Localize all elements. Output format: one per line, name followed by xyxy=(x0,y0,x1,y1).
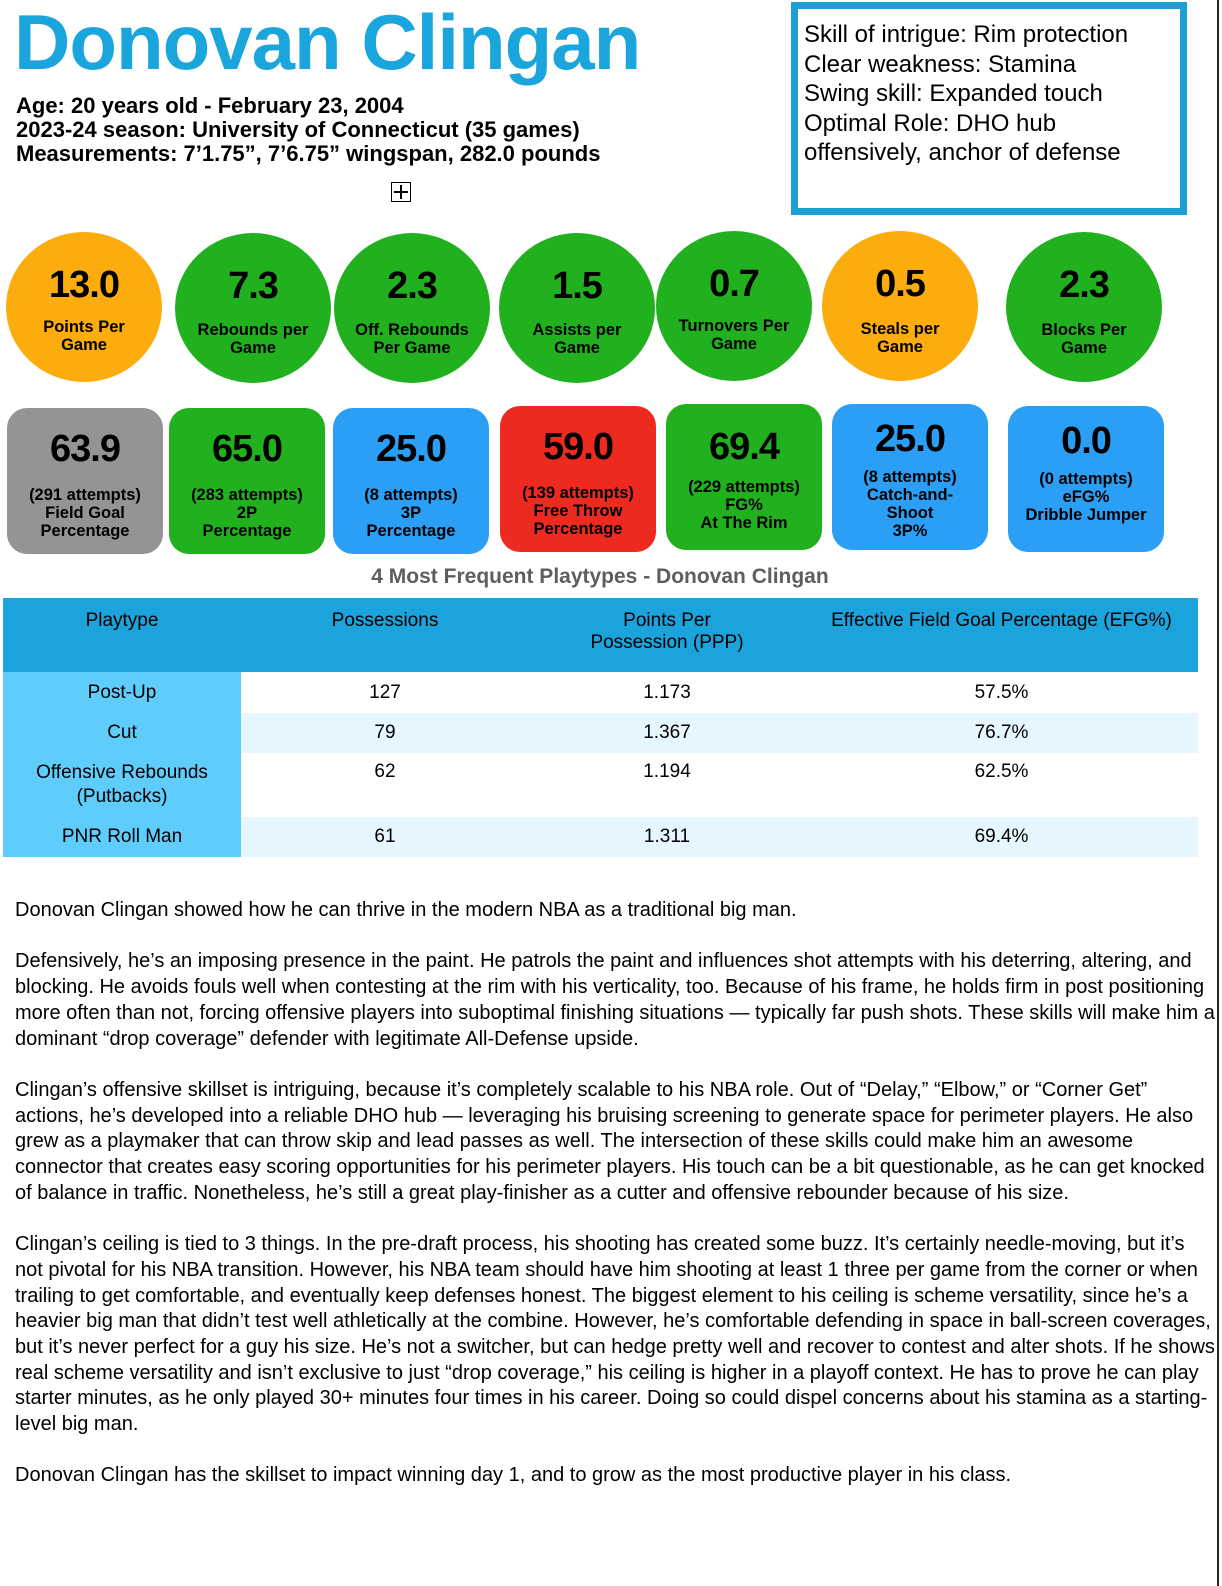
paragraph: Donovan Clingan showed how he can thrive in the modern NBA as a traditional big man. xyxy=(15,899,797,921)
cell-ppp: 1.367 xyxy=(529,713,805,753)
stat-circle-blocks xyxy=(1006,232,1162,382)
stat-circle-turnovers xyxy=(656,231,812,381)
stat-circle-steals xyxy=(822,231,978,381)
table-row xyxy=(3,713,1198,753)
stat-label: Rebounds per Game xyxy=(197,321,309,357)
stat-value: 0.5 xyxy=(875,263,925,305)
stat-value: 0.7 xyxy=(709,263,759,305)
clear-weakness: Clear weakness: Stamina xyxy=(804,50,1077,78)
scouting-report-text xyxy=(15,898,1215,1515)
swing-skill: Swing skill: Expanded touch xyxy=(804,80,1103,107)
tile-value: 25.0 xyxy=(376,428,446,470)
player-info xyxy=(16,94,600,166)
stat-label: Assists per Game xyxy=(532,321,622,357)
stat-value: 2.3 xyxy=(1059,264,1109,306)
tile-label: (8 attempts) 3P Percentage xyxy=(364,486,458,540)
tile-value: 59.0 xyxy=(543,426,613,468)
tile-label: (0 attempts) eFG% Dribble Jumper xyxy=(1025,470,1147,524)
tile-value: 69.4 xyxy=(709,426,779,468)
paragraph: Donovan Clingan has the skillset to impact winning day 1, and to grow as the most productive player in his class. xyxy=(15,1464,1012,1487)
season-line: 2023-24 season: University of Connecticut (35 games) xyxy=(16,117,580,142)
stat-value: 1.5 xyxy=(552,265,602,307)
stat-value: 2.3 xyxy=(387,265,437,307)
cell-playtype: PNR Roll Man xyxy=(3,817,241,857)
stat-circle-off-rebounds xyxy=(334,233,490,383)
table-header-row xyxy=(3,598,1198,672)
cell-ppp: 1.194 xyxy=(643,761,691,782)
shooting-tile-ft xyxy=(500,406,656,552)
cell-efg: 62.5% xyxy=(974,761,1029,782)
col-header-possessions: Possessions xyxy=(241,598,529,672)
shooting-tile-fg xyxy=(7,408,163,554)
stat-circle-rebounds xyxy=(175,233,331,383)
cell-playtype: Cut xyxy=(3,713,241,753)
optimal-role-line2: offensively, anchor of defense xyxy=(804,139,1121,166)
paragraph: Clingan’s offensive skillset is intriguing, because it’s completely scalable to his NBA role. Out of “Delay,” “Elbow,” or “Corner Get” actions, he’s developed into a reliable DHO hub — leveraging his bruising screening to generate space for perimeter players. He also grew as a playmaker that can throw skip and lead passes as well. The intersection of these skills could make him an awesome connector that creates easy scoring opportunities for his perimeter players. His touch can be a bit questionable, as he can get knocked of balance in traffic. Nonetheless, he’s still a great play-finisher as a cutter and offensive rebounder because of his size. xyxy=(15,1078,1205,1204)
tile-value: 63.9 xyxy=(50,428,120,470)
tile-label: (139 attempts) Free Throw Percentage xyxy=(522,484,634,538)
tile-value: 0.0 xyxy=(1061,420,1111,462)
shooting-tile-catch-shoot xyxy=(832,404,988,550)
cell-playtype: Offensive Rebounds (Putbacks) xyxy=(3,753,241,817)
age-line: Age: 20 years old - February 23, 2004 xyxy=(16,93,404,118)
cell-possessions: 127 xyxy=(369,681,401,703)
col-header-efg: Effective Field Goal Percentage (EFG%) xyxy=(805,598,1198,672)
measurements-line: Measurements: 7’1.75”, 7’6.75” wingspan, 282.0 pounds xyxy=(16,141,601,166)
col-header-ppp: Points Per Possession (PPP) xyxy=(529,598,805,672)
col-header-playtype: Playtype xyxy=(3,598,241,672)
stat-label: Blocks Per Game xyxy=(1041,321,1127,357)
shooting-tile-2p xyxy=(169,408,325,554)
stat-label: Off. Rebounds Per Game xyxy=(355,321,469,357)
tile-label: (291 attempts) Field Goal Percentage xyxy=(29,486,141,540)
stat-label: Points Per Game xyxy=(43,318,125,354)
tile-label: (283 attempts) 2P Percentage xyxy=(191,486,303,540)
tile-value: 25.0 xyxy=(875,418,945,460)
playtypes-title: 4 Most Frequent Playtypes - Donovan Clingan xyxy=(371,565,829,588)
stat-label: Steals per Game xyxy=(860,320,940,356)
optimal-role-line1: Optimal Role: DHO hub xyxy=(804,109,1057,137)
cell-possessions: 79 xyxy=(241,713,529,753)
shooting-tile-rim xyxy=(666,404,822,550)
tile-label: (8 attempts) Catch-and- Shoot 3P% xyxy=(863,468,957,540)
stat-value: 13.0 xyxy=(49,264,119,306)
stat-label: Turnovers Per Game xyxy=(678,317,790,353)
cell-efg: 76.7% xyxy=(805,713,1198,753)
cell-ppp: 1.173 xyxy=(643,681,691,703)
tile-label: (229 attempts) FG% At The Rim xyxy=(688,478,800,532)
cell-possessions: 62 xyxy=(374,761,396,782)
stat-circle-assists xyxy=(499,233,655,383)
cell-possessions: 61 xyxy=(241,817,529,857)
cell-ppp: 1.311 xyxy=(529,817,805,857)
cell-efg: 57.5% xyxy=(974,681,1029,703)
shooting-tile-3p xyxy=(333,408,489,554)
expand-icon[interactable] xyxy=(391,182,411,202)
playtypes-table xyxy=(3,598,1198,857)
paragraph: Clingan’s ceiling is tied to 3 things. In the pre-draft process, his shooting has created some buzz. It’s certainly needle-moving, but it’s not pivotal for his NBA transition. However, his NBA team should have him shooting at least 1 three per game from the corner or when trailing to get comfortable, and eventually keep defenses honest. The biggest element to his ceiling is scheme versatility, since he’s a heavier big man that didn’t test well athletically at the combine. However, he’s comfortable defending in space in ball-screen coverages, but it’s never perfect for a guy his size. He’s not a switcher, but can hedge pretty well and recover to contest and alter shots. If he shows real scheme versatility and isn’t exclusive to just “drop coverage,” his ceiling is higher in a playoff context. He has to prove he can play starter minutes, as he only played 30+ minutes four times in his career. Doing so could dispel concerns about his stamina as a starting-level big man. xyxy=(15,1233,1215,1436)
shooting-tile-dribble-jumper xyxy=(1008,406,1164,552)
table-row xyxy=(3,817,1198,857)
stat-value: 7.3 xyxy=(228,265,278,307)
cell-efg: 69.4% xyxy=(805,817,1198,857)
cell-playtype: Post-Up xyxy=(3,672,241,713)
stat-circle-points xyxy=(6,232,162,382)
table-row xyxy=(3,672,1198,713)
tile-value: 65.0 xyxy=(212,428,282,470)
skill-of-intrigue: Skill of intrigue: Rim protection xyxy=(804,21,1129,48)
page-border xyxy=(1217,0,1219,1586)
table-row xyxy=(3,753,1198,817)
paragraph: Defensively, he’s an imposing presence in the paint. He patrols the paint and influences shot attempts with his deterring, altering, and blocking. He avoids fouls well when contesting at the rim with his verticality, too. Because of his frame, he holds firm in post positioning more often than not, forcing offensive players into suboptimal finishing situations — typically far push shots. These skills will make him a dominant “drop coverage” defender with legitimate All-Defense upside. xyxy=(15,950,1215,1050)
player-name: Donovan Clingan xyxy=(14,0,641,86)
scouting-summary-box xyxy=(791,2,1187,215)
